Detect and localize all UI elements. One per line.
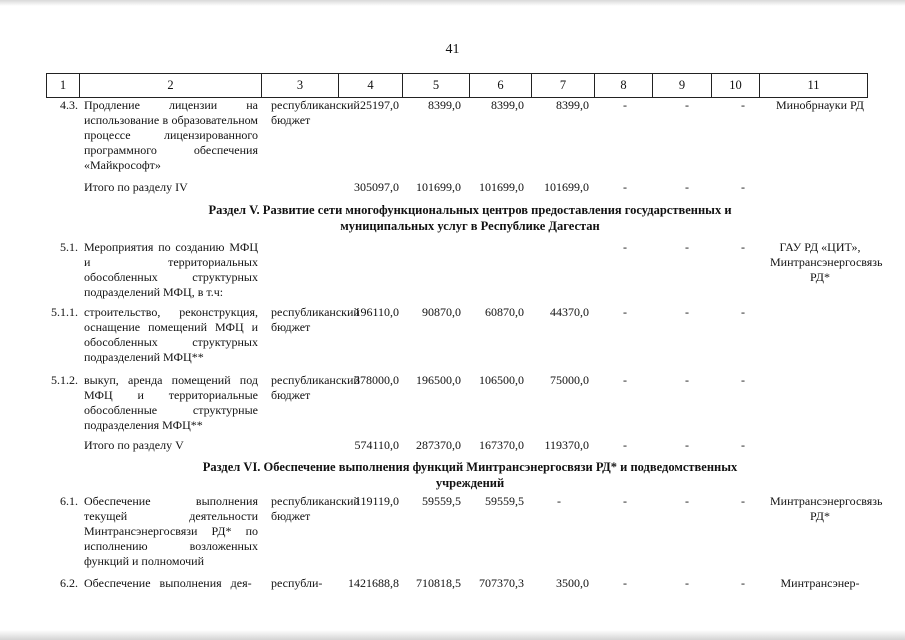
row-number: 6.2. [60, 576, 78, 590]
value-year-1: 59559,5 [422, 494, 461, 508]
row-number: 6.1. [60, 494, 78, 508]
value-col-9: - [685, 438, 689, 452]
value-col-10: - [741, 373, 745, 387]
value-year-2: 59559,5 [485, 494, 524, 508]
value-year-2: 707370,3 [479, 576, 524, 590]
measure-name: Мероприятия по созданию МФЦ и территориальных обособленных структурных подразделений МФЦ, в т.ч: [84, 240, 258, 299]
value-year-2: 60870,0 [485, 305, 524, 319]
measure-name: Продление лицензии на использование в образовательном процессе лицензированного программного обеспечения «Майкрософт» [84, 98, 258, 172]
executor: ГАУ РД «ЦИТ», Минтрансэнергосвязь РД* [770, 240, 883, 284]
value-year-2: 106500,0 [479, 373, 524, 387]
value-year-1: 90870,0 [422, 305, 461, 319]
value-col-9: - [685, 305, 689, 319]
measure-name: Обеспечение выполнения текущей деятельности Минтрансэнергосвязи РД* по исполнению возложенных функций и полномочий [84, 494, 258, 568]
value-col-10: - [741, 576, 745, 590]
value-year-2: 8399,0 [491, 98, 524, 112]
executor: Минобрнауки РД [776, 98, 864, 112]
value-col-10: - [741, 494, 745, 508]
value-year-2: 101699,0 [479, 180, 524, 194]
funding-source: республи- [271, 576, 323, 590]
value-year-1: 8399,0 [428, 98, 461, 112]
row-number: 5.1.2. [51, 373, 78, 387]
value-year-3: - [557, 494, 561, 508]
value-year-3: 75000,0 [550, 373, 589, 387]
value-col-8: - [623, 98, 627, 112]
value-col-9: - [685, 494, 689, 508]
column-header-10: 10 [712, 74, 760, 98]
value-year-3: 44370,0 [550, 305, 589, 319]
funding-source: республиканский бюджет [271, 373, 360, 402]
column-header-5: 5 [403, 74, 470, 98]
section-title-6: Раздел VI. Обеспечение выполнения функций Минтрансэнергосвязи РД* и подведомственных учреждений [202, 460, 738, 490]
value-col-8: - [623, 438, 627, 452]
total-label: Итого по разделу V [84, 438, 184, 452]
value-col-10: - [741, 305, 745, 319]
funding-source: республиканский бюджет [271, 305, 360, 334]
section-title-5: Раздел V. Развитие сети многофункциональных центров предоставления государственных и муниципальных услуг в Республике Дагестан [208, 203, 732, 233]
column-header-7: 7 [532, 74, 595, 98]
value-col-9: - [685, 576, 689, 590]
column-header-2: 2 [80, 74, 262, 98]
column-header-row [47, 74, 868, 98]
value-col-10: - [741, 98, 745, 112]
executor: Минтрансэнергосвязь РД* [770, 494, 883, 523]
value-total: 574110,0 [354, 438, 399, 452]
funding-source: республиканский бюджет [271, 98, 360, 127]
value-col-9: - [685, 98, 689, 112]
value-col-10: - [741, 438, 745, 452]
value-total: 25197,0 [360, 98, 399, 112]
value-total: 196110,0 [354, 305, 399, 319]
row-number: 4.3. [60, 98, 78, 112]
value-col-8: - [623, 305, 627, 319]
value-year-1: 101699,0 [416, 180, 461, 194]
value-total: 378000,0 [354, 373, 399, 387]
measure-name: Обеспечение выполнения дея- [84, 576, 252, 590]
value-col-10: - [741, 240, 745, 254]
column-header-1: 1 [47, 74, 80, 98]
value-year-3: 3500,0 [556, 576, 589, 590]
column-header-9: 9 [653, 74, 712, 98]
value-total: 119119,0 [354, 494, 399, 508]
value-col-9: - [685, 240, 689, 254]
value-year-1: 710818,5 [416, 576, 461, 590]
value-year-2: 167370,0 [479, 438, 524, 452]
column-header-3: 3 [262, 74, 339, 98]
value-col-8: - [623, 494, 627, 508]
column-header-11: 11 [760, 74, 868, 98]
column-header-4: 4 [339, 74, 403, 98]
column-header-6: 6 [470, 74, 532, 98]
column-header-8: 8 [595, 74, 653, 98]
value-col-8: - [623, 180, 627, 194]
measure-name: строительство, реконструкция, оснащение помещений МФЦ и обособленных структурных подразделений МФЦ** [84, 305, 258, 364]
row-number: 5.1.1. [51, 305, 78, 319]
scan-edge-bottom [0, 630, 905, 640]
total-label: Итого по разделу IV [84, 180, 188, 194]
scan-edge-top [0, 0, 905, 6]
value-year-1: 196500,0 [416, 373, 461, 387]
value-col-8: - [623, 373, 627, 387]
column-header-table [46, 73, 868, 98]
value-year-1: 287370,0 [416, 438, 461, 452]
value-year-3: 119370,0 [544, 438, 589, 452]
funding-source: республиканский бюджет [271, 494, 360, 523]
value-col-9: - [685, 373, 689, 387]
value-col-9: - [685, 180, 689, 194]
measure-name: выкуп, аренда помещений под МФЦ и территориальные обособленные структурные подразделения МФЦ** [84, 373, 258, 432]
executor: Минтрансэнер- [780, 576, 860, 590]
value-total: 305097,0 [354, 180, 399, 194]
value-col-8: - [623, 576, 627, 590]
value-col-8: - [623, 240, 627, 254]
row-number: 5.1. [60, 240, 78, 254]
value-year-3: 101699,0 [544, 180, 589, 194]
value-year-3: 8399,0 [556, 98, 589, 112]
value-total: 1421688,8 [348, 576, 399, 590]
value-col-10: - [741, 180, 745, 194]
page-number: 41 [445, 42, 460, 57]
